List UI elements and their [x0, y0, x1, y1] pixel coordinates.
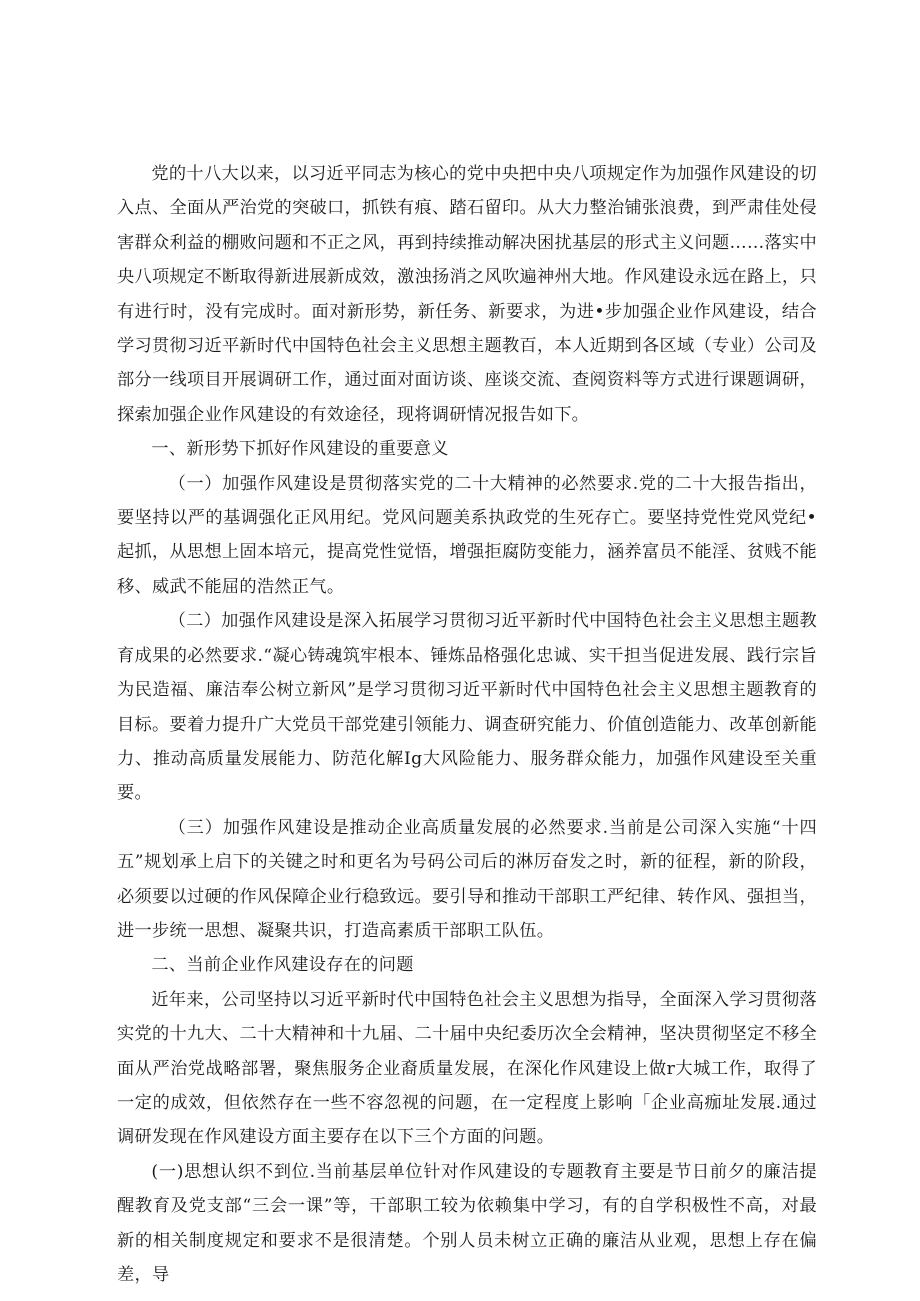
section-heading-2: 二、当前企业作风建设存在的问题 — [151, 955, 414, 976]
document-body — [117, 157, 817, 1292]
section-2-item-1: (一)思想认织不到位.当前基层单位针对作风建设的专题教育主要是节日前夕的廉洁提醒教育及党支部“三会一课”等，干部职工较为依赖集中学习，有的自学积极性不高，对最新的相关制度规定和要求不是很清楚。个别人员未树立正确的廉洁从业观，思想上存在偏差，导 — [117, 1161, 817, 1285]
section-1-item-3: （三）加强作风建设是推动企业高质量发展的必然要求.当前是公司深入实施“十四五”规划承上启下的关键之时和更名为号码公司后的淋厉奋发之时，新的征程，新的阶段，必须要以过硬的作风保障企业行稳致远。要引导和推动干部职工严纪律、转作风、强担当，进一步统一思想、凝聚共识，打造高素质干部职工队伍。 — [117, 817, 817, 941]
section-1-item-1: （一）加强作风建设是贯彻落实党的二十大精神的必然要求.党的二十大报告指出，要坚持以严的基调强化正风用纪。党风问题美系执政党的生死存亡。要坚持党性党风党纪•起抓，从思想上固本培元，提高党性觉悟，增强拒腐防变能力，涵养富员不能淫、贫贱不能移、威武不能屈的浩然正气。 — [117, 473, 817, 597]
section-heading-1: 一、新形势下抓好作风建设的重要意义 — [151, 439, 449, 460]
section-2-intro: 近年来，公司坚持以习近平新时代中国特色社会主义思想为指导，全面深入学习贯彻落实党的十九大、二十大精神和十九届、二十届中央纪委历次全会精神，坚决贯彻坚定不移全面从严治党战略部署，聚焦服务企业裔质量发展，在深化作风建设上做r大城工作，取得了一定的成效，但依然存在一些不容忽视的问题，在一定程度上影响「企业高痂址发展.通过调研发现在作风建设方面主要存在以下三个方面的问题。 — [117, 989, 817, 1148]
intro-paragraph: 党的十八大以来，以习近平同志为核心的党中央把中央八项规定作为加强作风建设的切入点、全面从严治党的突破口，抓铁有痕、踏石留印。从大力整治铺张浪费，到严肃佳处侵害群众利益的棚败问题和不正之风，再到持续推动解决困扰基层的形式主义问题……落实中央八项规定不断取得新进展新成效，激浊扬消之风吹遍神州大地。作风建设永远在路上，只有进行时，没有完成时。面对新形势，新任务、新要求，为进•步加强企业作风建设，结合学习贯彻习近平新时代中国特色社会主义思想主题教百，本人近期到各区域（专业）公司及部分一线项目开展调研工作，通过面对面访谈、座谈交流、查阅资料等方式进行课题调研，探索加强企业作风建设的有效途径，现将调研情况报告如下。 — [117, 164, 817, 425]
section-1-item-2: （二）加强作风建设是深入拓展学习贯彻习近平新时代中国特色社会主义思想主题教育成果的必然要求.“凝心铸魂筑牢根本、锤炼品格强化忠诚、实干担当促进发展、践行宗旨为民造福、廉洁奉公树立新风”是学习贯彻习近平新时代中国特色社会主义思想主题教育的目标。要着力提升广大党员干部党建引领能力、调查研究能力、价值创造能力、改革创新能力、推动高质量发展能力、防范化解Ig大风险能力、服务群众能力，加强作风建设至关重要。 — [117, 611, 817, 804]
